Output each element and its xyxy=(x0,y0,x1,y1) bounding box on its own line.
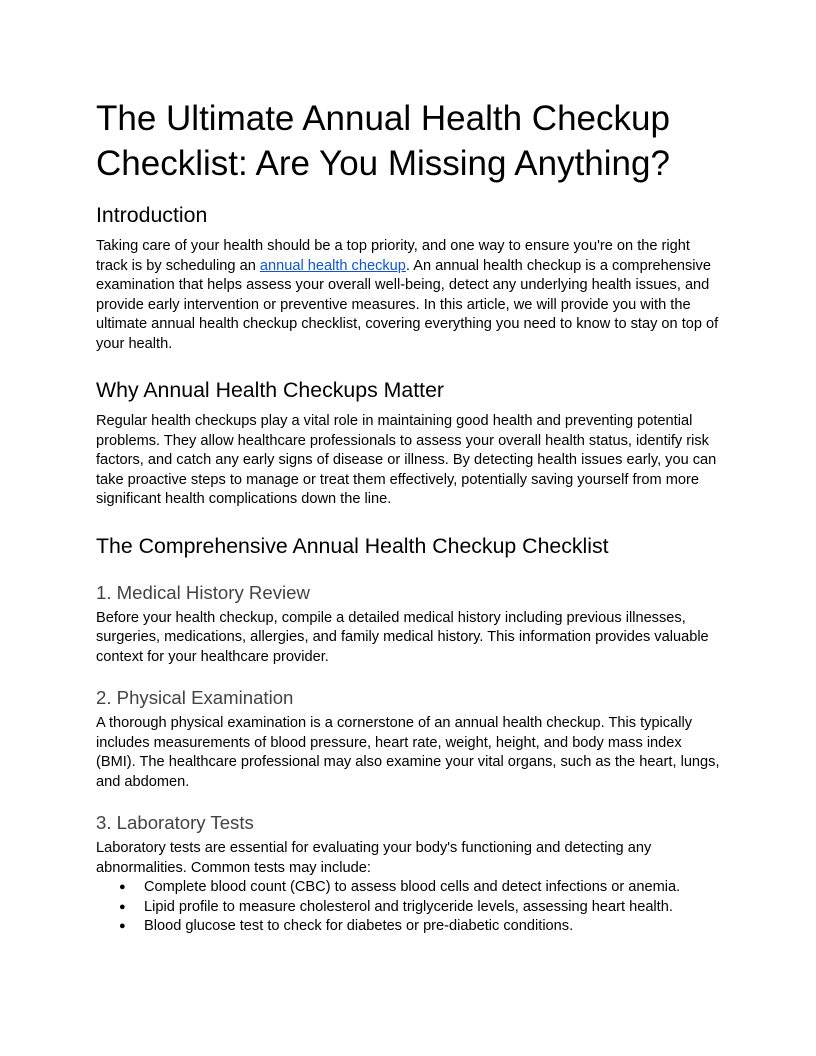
bullet-icon: ● xyxy=(119,920,126,932)
medical-history-paragraph: Before your health checkup, compile a detailed medical history including previous illnesses, surgeries, medications, allergies, and family medical history. This information provides valuable context for your healthcare provider. xyxy=(96,609,709,665)
laboratory-tests-list xyxy=(96,878,724,937)
physical-examination-heading: 2. Physical Examination xyxy=(96,687,294,708)
intro-text-before-link: Taking care of your health should be a top priority, and one way to ensure you're on the right track is by scheduling an xyxy=(96,238,690,274)
introduction-paragraph xyxy=(96,237,724,354)
laboratory-tests-paragraph: Laboratory tests are essential for evaluating your body's functioning and detecting any abnormalities. Common tests may include: xyxy=(96,840,652,876)
document-page xyxy=(96,96,724,937)
physical-examination-paragraph: A thorough physical examination is a cornerstone of an annual health checkup. This typically includes measurements of blood pressure, heart rate, weight, height, and body mass index (BMI). The healthcare professional may also examine your vital organs, such as the heart, lungs, and abdomen. xyxy=(96,715,720,790)
introduction-heading: Introduction xyxy=(96,203,208,227)
bullet-icon: ● xyxy=(119,881,126,893)
checklist-heading: The Comprehensive Annual Health Checkup Checklist xyxy=(96,533,609,558)
laboratory-tests-heading: 3. Laboratory Tests xyxy=(96,812,254,833)
list-item-text: Lipid profile to measure cholesterol and triglyceride levels, assessing heart health. xyxy=(144,898,673,915)
list-item xyxy=(96,898,724,918)
list-item-text: Complete blood count (CBC) to assess blood cells and detect infections or anemia. xyxy=(144,879,681,895)
why-heading: Why Annual Health Checkups Matter xyxy=(96,378,445,402)
why-paragraph: Regular health checkups play a vital role in maintaining good health and preventing potential problems. They allow healthcare professionals to assess your overall health status, identify risk factors, and catch any early signs of disease or illness. By detecting health issues early, you can take proactive steps to manage or treat them effectively, potentially saving yourself from more significant health complications down the line. xyxy=(96,413,717,507)
list-item xyxy=(96,917,724,937)
page-title: The Ultimate Annual Health Checkup Checklist: Are You Missing Anything? xyxy=(96,99,670,183)
list-item xyxy=(96,878,724,898)
medical-history-heading: 1. Medical History Review xyxy=(96,581,310,603)
intro-text-after-link: . An annual health checkup is a comprehensive examination that helps assess your overall well-being, detect any underlying health issues, and provide early intervention or preventive measures. In this article, we will provide you with the ultimate annual health checkup checklist, covering everything you need to know to stay on top of your health. xyxy=(96,257,719,352)
annual-health-checkup-link[interactable]: annual health checkup xyxy=(259,257,406,274)
bullet-icon: ● xyxy=(119,900,126,913)
list-item-text: Blood glucose test to check for diabetes or pre-diabetic conditions. xyxy=(144,918,574,934)
